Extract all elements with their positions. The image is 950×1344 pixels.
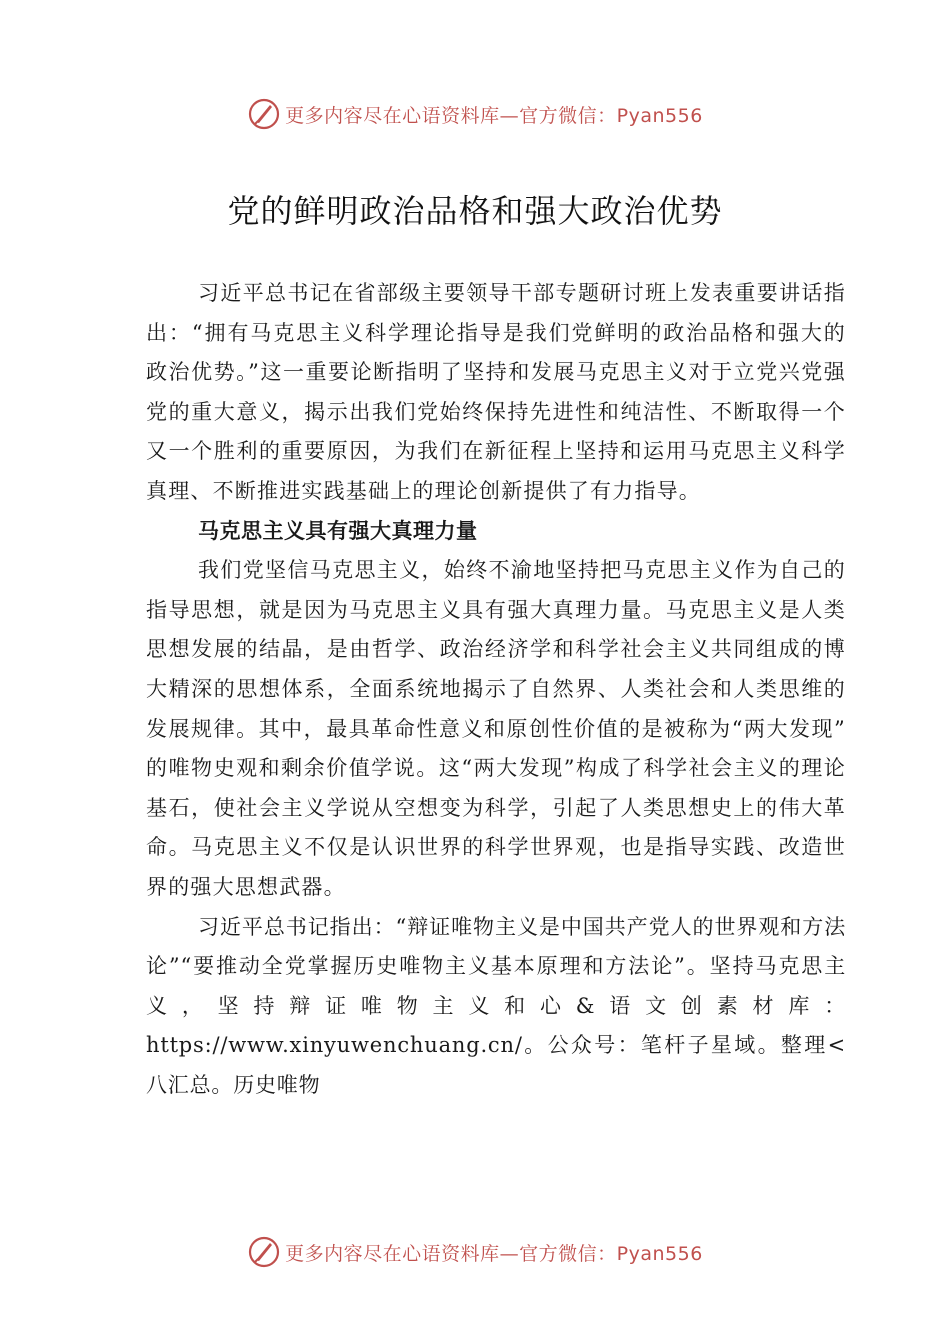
banner-text: 更多内容尽在心语资料库—官方微信：Pyan556 [285, 1242, 703, 1265]
footer-banner [0, 1232, 950, 1272]
quill-logo-icon [247, 97, 281, 131]
section-heading: 马克思主义具有强大真理力量 [198, 518, 478, 543]
paragraph-truth: 我们党坚信马克思主义，始终不渝地坚持把马克思主义作为自己的指导思想，就是因为马克思主义具有强大真理力量。马克思主义是人类思想发展的结晶，是由哲学、政治经济学和科学社会主义共同组成的博大精深的思想体系，全面系统地揭示了自然界、人类社会和人类思维的发展规律。其中，最具革命性意义和原创性价值的是被称为“两大发现” 的唯物史观和剩余价值学说。这“两大发现”构成了科学社会主义的理论基石，使社会主义学说从空想变为科学，引起了人类思想史上的伟大革命。马克思主义不仅是认识世界的科学世界观，也是指导实践、改造世界的强大思想武器。 [146, 558, 846, 899]
paragraph-dialectic: 习近平总书记指出：“辩证唯物主义是中国共产党人的世界观和方法论”“要推动全党掌握历史唯物主义基本原理和方法论”。坚持马克思主义，坚持辩证唯物主义和心&语文创素材库：https://www.xinyuwenchuang.cn/。公众号：笔杆子星域。整理<八汇总。历史唯物 [146, 914, 846, 1097]
quill-logo-icon [247, 1235, 281, 1269]
page-title: 党的鲜明政治品格和强大政治优势 [227, 192, 723, 230]
banner-text: 更多内容尽在心语资料库—官方微信：Pyan556 [285, 104, 703, 127]
paragraph-intro: 习近平总书记在省部级主要领导干部专题研讨班上发表重要讲话指出：“拥有马克思主义科学理论指导是我们党鲜明的政治品格和强大的政治优势。”这一重要论断指明了坚持和发展马克思主义对于立党兴党强党的重大意义，揭示出我们党始终保持先进性和纯洁性、不断取得一个又一个胜利的重要原因，为我们在新征程上坚持和运用马克思主义科学真理、不断推进实践基础上的理论创新提供了有力指导。 [146, 281, 846, 503]
wechat-id: Pyan556 [616, 104, 703, 127]
header-banner [0, 94, 950, 134]
article-body [146, 274, 846, 1105]
wechat-id: Pyan556 [616, 1242, 703, 1265]
